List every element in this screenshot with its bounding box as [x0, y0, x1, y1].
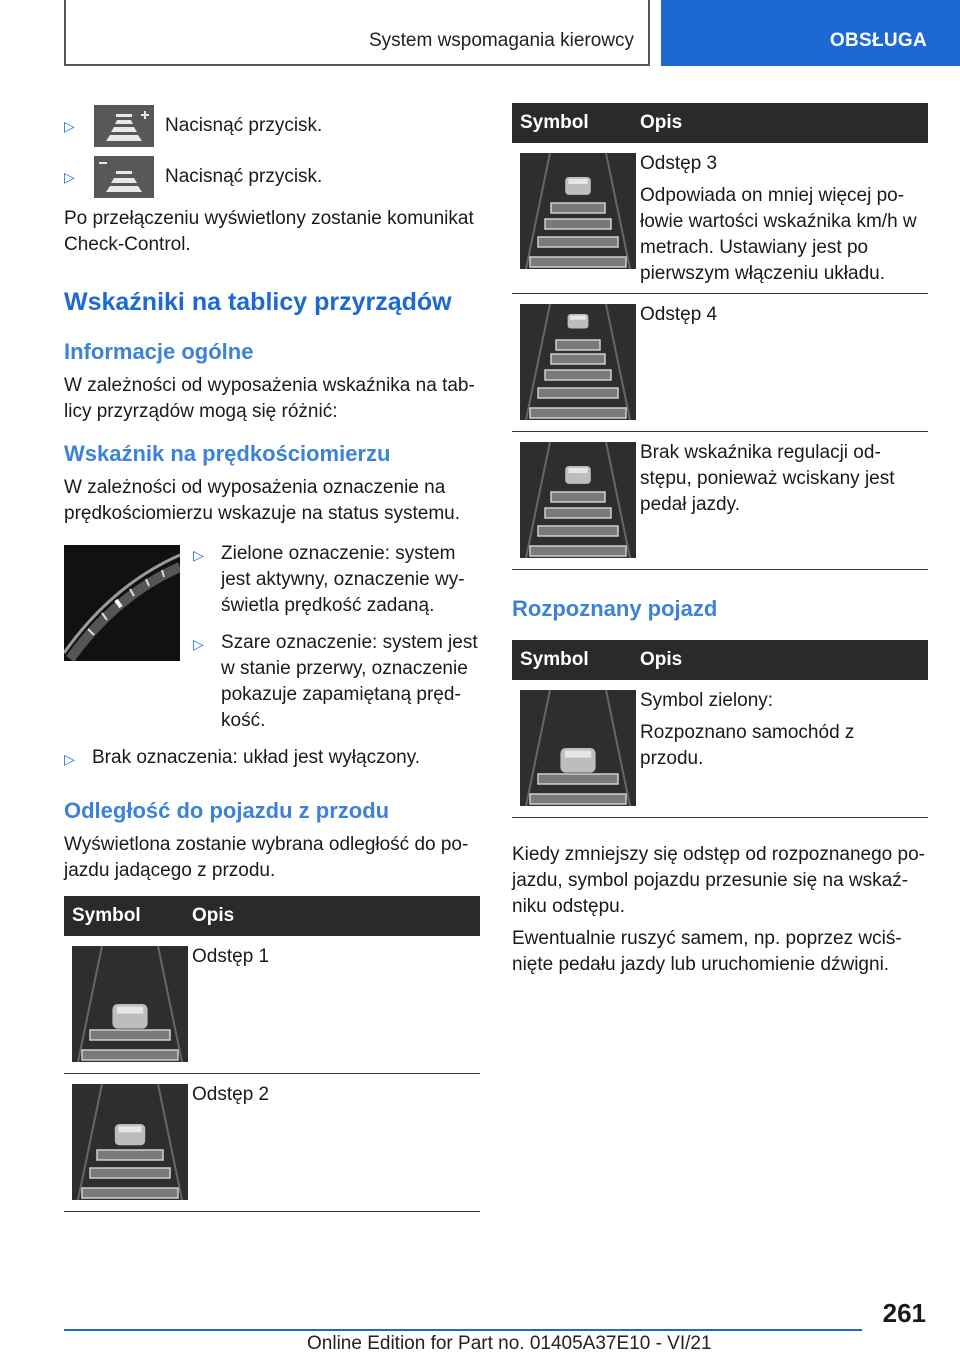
header-tab[interactable]	[661, 0, 960, 66]
symbol-cell	[64, 936, 188, 1074]
description-cell	[188, 1074, 480, 1212]
description-text: Odpowiada on mniej więcej połowie wartości wskaźnika km/h w metrach. Ustawiany jest po pierwszym włączeniu układu.	[640, 185, 917, 284]
distance-table-continued	[512, 103, 928, 570]
column-header-description: Opis	[636, 103, 928, 143]
description-cell	[636, 143, 928, 294]
table-row	[512, 432, 928, 570]
description-text: Rozpoznano samochód z przodu.	[640, 722, 855, 769]
symbol-cell	[512, 143, 636, 294]
distance-increase-icon	[94, 105, 154, 147]
description-text: Odstęp 4	[640, 304, 718, 325]
distance-text: Wyświetlona zostanie wybrana odległość do pojazdu jadącego z przodu.	[64, 834, 469, 881]
press-instruction: Nacisnąć przycisk.	[165, 115, 323, 136]
page-number: 261	[882, 1298, 926, 1328]
column-header-description: Opis	[188, 896, 480, 936]
car-window	[119, 1126, 142, 1132]
distance-2-icon	[72, 1084, 188, 1200]
description-text: Odstęp 1	[192, 946, 270, 967]
triangle-bullet-icon: ▷	[64, 751, 75, 767]
list-item	[193, 541, 480, 619]
closing-text-2: Ewentualnie ruszyć samem, np. poprzez wciśnięte pedału jazdy lub uruchomienie dźwigni.	[512, 928, 902, 975]
footer-divider	[64, 1329, 862, 1331]
speedometer-text: W zależności od wyposażenia oznaczenie na prędkościomierzu wskazuje na status systemu.	[64, 477, 460, 524]
list-item-text: Brak oznaczenia: układ jest wyłączony.	[92, 747, 421, 768]
car-window	[568, 468, 587, 473]
right-column	[512, 103, 928, 984]
car-window	[565, 751, 591, 758]
triangle-bullet-icon: ▷	[64, 168, 75, 185]
description-cell	[636, 294, 928, 432]
description-text: Symbol zielony:	[640, 690, 774, 711]
column-header-description: Opis	[636, 640, 928, 680]
header-tab-label: OBSŁUGA	[829, 30, 927, 51]
check-control-text: Po przełączeniu wyświetlony zostanie komunikat Check-Control.	[64, 208, 474, 255]
symbol-cell	[64, 1074, 188, 1212]
table-header-row	[512, 103, 928, 143]
distance-table	[64, 896, 480, 1212]
table-row	[64, 936, 480, 1074]
table-row	[64, 1074, 480, 1212]
edition-text: Online Edition for Part no. 01405A37E10 - VI/21	[307, 1333, 712, 1354]
speedometer-block	[64, 541, 480, 745]
left-column	[64, 104, 480, 1212]
distance-4-icon	[520, 304, 636, 420]
symbol-cell	[512, 680, 636, 818]
general-info-text: W zależności od wyposażenia wskaźnika na tablicy przyrządów mogą się różnić:	[64, 375, 475, 422]
press-row	[64, 155, 480, 199]
column-header-symbol: Symbol	[512, 103, 636, 143]
section-title: System wspomagania kierowcy	[368, 30, 634, 51]
closing-text-1: Kiedy zmniejszy się odstęp od rozpoznanego pojazdu, symbol pojazdu przesunie się na wskaźniku odstępu.	[512, 844, 925, 917]
triangle-bullet-icon: ▷	[193, 636, 204, 652]
description-cell	[636, 432, 928, 570]
table-header-row	[512, 640, 928, 680]
heading-detected-vehicle: Rozpoznany pojazd	[512, 596, 718, 621]
car-window	[570, 316, 586, 320]
column-header-symbol: Symbol	[512, 640, 636, 680]
description-text: Brak wskaźnika regulacji odstępu, ponieważ wciskany jest pedał jazdy.	[640, 442, 895, 515]
heading-instrument-cluster: Wskaźniki na tablicy przyrządów	[64, 288, 452, 316]
speedometer-image	[64, 545, 180, 661]
heading-speedometer: Wskaźnik na prędkościomierzu	[64, 441, 391, 466]
column-header-symbol: Symbol	[64, 896, 188, 936]
symbol-cell	[512, 294, 636, 432]
car-window	[568, 179, 587, 184]
description-cell	[636, 680, 928, 818]
triangle-bullet-icon: ▷	[193, 547, 204, 563]
vehicle-detected-icon	[520, 690, 636, 806]
table-header-row	[64, 896, 480, 936]
description-cell	[188, 936, 480, 1074]
list-item	[64, 745, 480, 772]
table-row	[512, 294, 928, 432]
table-row	[512, 143, 928, 294]
description-text: Odstęp 2	[192, 1084, 270, 1105]
detected-vehicle-table	[512, 640, 928, 818]
press-instruction: Nacisnąć przycisk.	[165, 166, 323, 187]
list-item-text: Zielone oznaczenie: system jest aktywny, oznaczenie wyświetla prędkość zadaną.	[221, 543, 465, 616]
distance-3-icon	[520, 153, 636, 269]
table-row	[512, 680, 928, 818]
symbol-cell	[512, 432, 636, 570]
list-item	[193, 630, 480, 734]
distance-decrease-icon	[94, 156, 154, 198]
car-window	[117, 1007, 143, 1014]
heading-general-info: Informacje ogólne	[64, 339, 254, 364]
header-section-box	[64, 0, 650, 66]
heading-distance: Odległość do pojazdu z przodu	[64, 798, 390, 823]
press-row	[64, 104, 480, 148]
triangle-bullet-icon: ▷	[64, 117, 75, 134]
distance-1-icon	[72, 946, 188, 1062]
list-item-text: Szare oznaczenie: system jest w stanie przerwy, oznaczenie pokazuje zapamiętaną prędkość.	[221, 632, 478, 731]
speedometer-status-list	[193, 541, 480, 745]
distance-no-regulation-icon	[520, 442, 636, 558]
description-text: Odstęp 3	[640, 153, 718, 174]
